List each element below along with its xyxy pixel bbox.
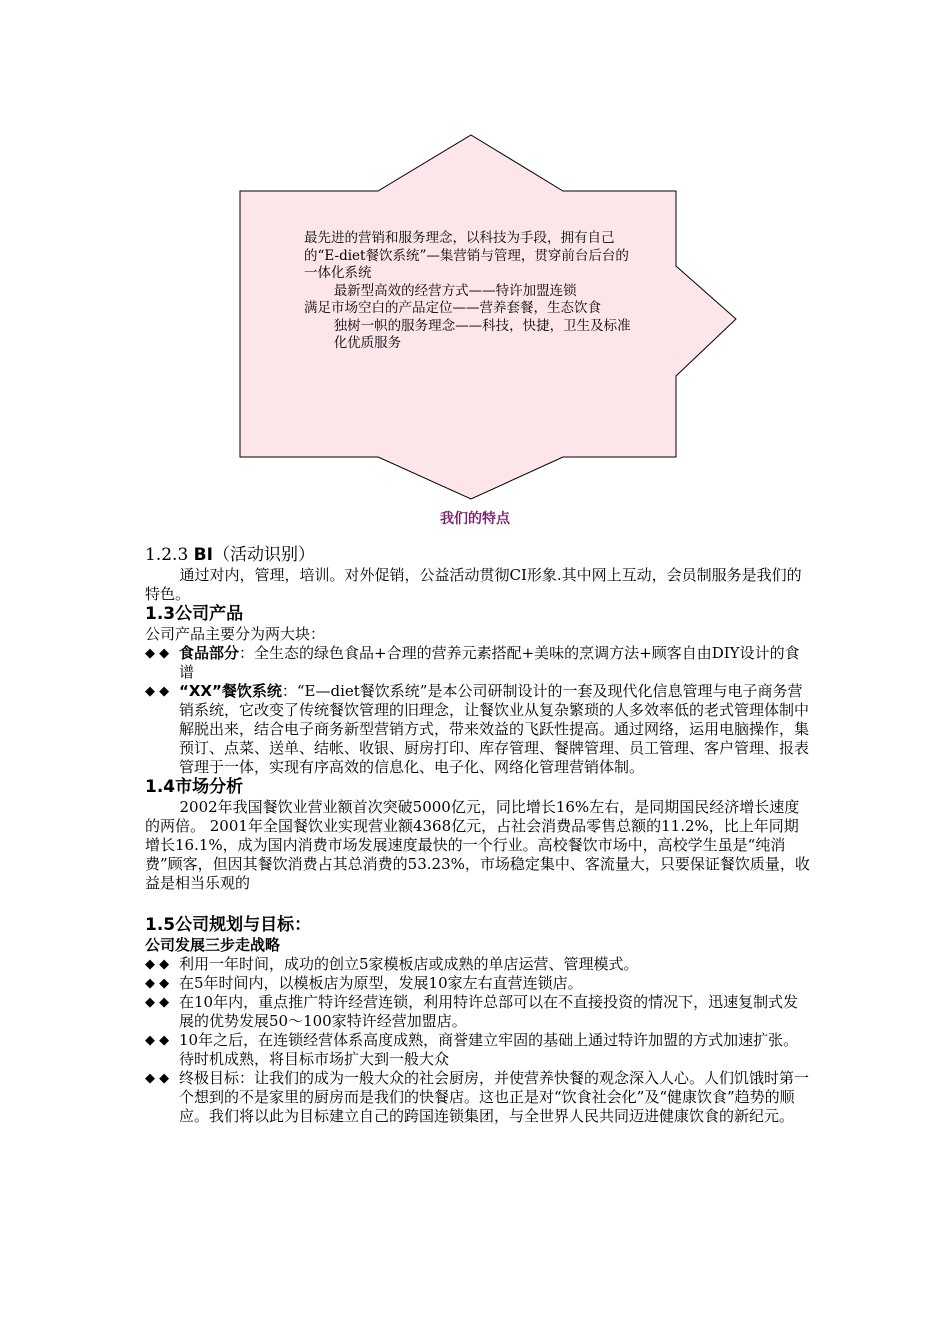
list-item (145, 1069, 810, 1126)
list-item (145, 955, 810, 974)
section-heading-bi (145, 545, 810, 566)
list-item (145, 993, 810, 1031)
list-item (145, 644, 810, 682)
heading-rest: （活动识别） (212, 545, 315, 565)
diamond-bullet-icon: ◆ ◆ (145, 1033, 170, 1048)
star-text (304, 230, 634, 353)
diamond-bullet-icon: ◆ ◆ (145, 684, 170, 699)
diamond-bullet-icon: ◆ ◆ (145, 1071, 170, 1086)
star-line: 独树一帜的服务理念——科技，快捷，卫生及标准化优质服务 (333, 317, 631, 351)
star-line: 满足市场空白的产品定位——营养套餐，生态饮食 (304, 300, 601, 316)
star-caption: 我们的特点 (440, 511, 510, 527)
list-item (145, 974, 810, 993)
plan-item-text: 10年之后，在连锁经营体系高度成熟，商誉建立牢固的基础上通过特许加盟的方式加速扩张。待时机成熟，将目标市场扩大到一般大众 (179, 1031, 799, 1068)
features-star-shape (238, 133, 738, 501)
plan-item-text: 在10年内，重点推广特许经营连锁，利用特许总部可以在不直接投资的情况下，迅速复制式发展的优势发展50～100家特许经营加盟店。 (179, 993, 799, 1030)
market-paragraph: 2002年我国餐饮业营业额首次突破5000亿元，同比增长16%左右，是同期国民经济增长速度的两倍。 2001年全国餐饮业实现营业额4368亿元，占社会消费品零售总额的11.2%，比上年同期增长16.1%，成为国内消费市场发展速度最快的一个行业。高校餐饮市场中，高校学生虽是“纯消费”顾客，但因其餐饮消费占其总消费的53.23%，市场稳定集中、客流量大，只要保证餐饮质量，收益是相当乐观的 (145, 798, 810, 892)
plan-item-text: 利用一年时间，成功的创立5家模板店或成熟的单店运营、管理模式。 (179, 955, 639, 973)
section-heading-market: 1.4市场分析 (145, 777, 244, 797)
product-label: 食品部分 (179, 644, 240, 662)
section-heading-products: 1.3公司产品 (145, 604, 244, 624)
diamond-bullet-icon: ◆ ◆ (145, 957, 170, 972)
star-line: 最新型高效的经营方式——特许加盟连锁 (333, 282, 577, 299)
product-label: “XX”餐饮系统 (179, 682, 282, 700)
plan-item-text: 终极目标：让我们的成为一般大众的社会厨房，并使营养快餐的观念深入人心。人们饥饿时第一个想到的不是家里的厨房而是我们的快餐店。这也正是对“饮食社会化”及“健康饮食”趋势的顺应。我们将以此为目标建立自己的跨国连锁集团，与全世界人民共同迈进健康饮食的新纪元。 (179, 1069, 810, 1125)
product-text: ：“E—diet餐饮系统”是本公司研制设计的一套及现代化信息管理与电子商务营销系统，它改变了传统餐饮管理的旧理念，让餐饮业从复杂繁琐的人多效率低的老式管理体制中解脱出来，结合电子商务新型营销方式，带来效益的飞跃性提高。通过网络，运用电脑操作，集预订、点菜、送单、结帐、收银、厨房打印、库存管理、餐牌管理、员工管理、客户管理、报表管理于一体，实现有序高效的信息化、电子化、网络化管理营销体制。 (179, 682, 810, 776)
products-intro: 公司产品主要分为两大块： (145, 625, 326, 643)
plan-subheading: 公司发展三步走战略 (145, 936, 281, 954)
heading-number: 1.2.3 (145, 545, 194, 565)
list-item (145, 1031, 810, 1069)
diamond-bullet-icon: ◆ ◆ (145, 976, 170, 991)
star-line: 最先进的营销和服务理念，以科技为手段，拥有自己的“E-diet餐饮系统”—集营销与管理，贯穿前台后台的一体化系统 (304, 230, 629, 281)
diamond-bullet-icon: ◆ ◆ (145, 646, 170, 661)
document-body (145, 545, 810, 1126)
heading-bold: BI (193, 545, 213, 565)
list-item (145, 682, 810, 777)
plan-item-text: 在5年时间内，以模板店为原型，发展10家左右直营连锁店。 (179, 974, 583, 992)
product-text: ：全生态的绿色食品+合理的营养元素搭配+美味的烹调方法+顾客自由DIY设计的食谱 (179, 644, 800, 681)
section-heading-plan: 1.5公司规划与目标： (145, 915, 312, 935)
diamond-bullet-icon: ◆ ◆ (145, 995, 170, 1010)
bi-paragraph: 通过对内，管理，培训。对外促销，公益活动贯彻CI形象.其中网上互动，会员制服务是我们的特色。 (145, 566, 802, 603)
